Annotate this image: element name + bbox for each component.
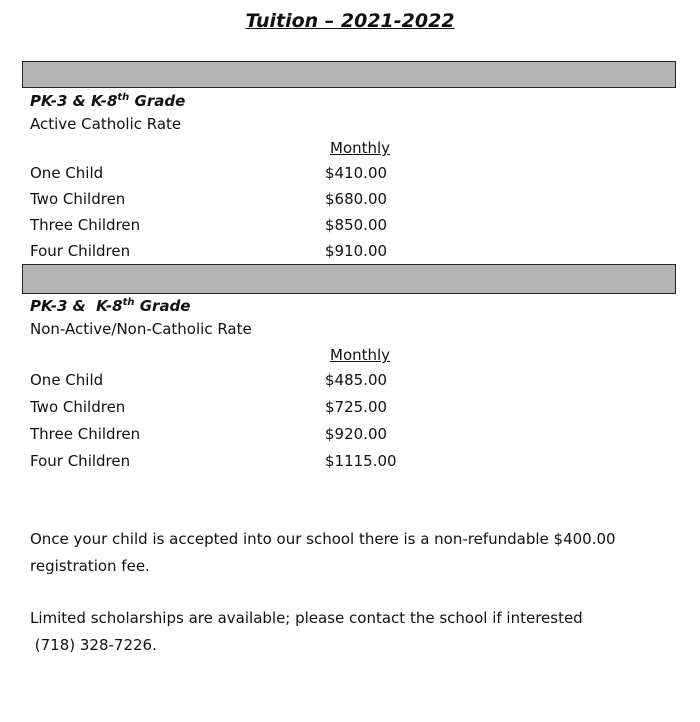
rate-label: Non-Active/Non-Catholic Rate (30, 320, 252, 338)
grade-heading-sup: th (117, 92, 130, 103)
row-label: Two Children (30, 190, 126, 208)
row-label: One Child (30, 371, 104, 389)
section-divider-bar (22, 61, 676, 88)
row-label: One Child (30, 164, 104, 182)
tuition-row (30, 212, 650, 238)
grade-heading-sup: th (122, 297, 135, 308)
grade-heading-suffix: Grade (134, 297, 191, 315)
tuition-row (30, 367, 650, 394)
tuition-row (30, 394, 650, 421)
page-title: Tuition – 2021-2022 (245, 10, 455, 32)
scholarship-phone: (718) 328-7226. (30, 636, 157, 654)
monthly-header: Monthly (330, 346, 391, 364)
tuition-section-active-catholic (30, 90, 650, 264)
tuition-row (30, 448, 650, 475)
tuition-row (30, 186, 650, 212)
grade-heading-suffix: Grade (129, 92, 186, 110)
registration-line-2: registration fee. (30, 557, 150, 575)
grade-heading-text: PK-3 & K-8 (30, 297, 123, 315)
row-amount: $850.00 (325, 216, 388, 234)
rate-label: Active Catholic Rate (30, 115, 182, 133)
section-divider-bar (22, 264, 676, 294)
tuition-row (30, 160, 650, 186)
grade-heading (30, 295, 650, 317)
row-label: Three Children (30, 425, 141, 443)
tuition-row (30, 421, 650, 448)
tuition-row (30, 238, 650, 264)
monthly-header: Monthly (330, 139, 391, 157)
tuition-section-non-catholic (30, 295, 650, 475)
row-amount: $910.00 (325, 242, 388, 260)
row-amount: $485.00 (325, 371, 388, 389)
row-amount: $680.00 (325, 190, 388, 208)
row-label: Four Children (30, 452, 131, 470)
registration-fee-note (30, 526, 670, 580)
row-amount: $725.00 (325, 398, 388, 416)
row-amount: $1115.00 (325, 452, 397, 470)
grade-heading-text: PK-3 & K-8 (30, 92, 118, 110)
scholarship-note (30, 605, 670, 659)
row-label: Three Children (30, 216, 141, 234)
row-amount: $920.00 (325, 425, 388, 443)
grade-heading (30, 90, 650, 112)
row-label: Four Children (30, 242, 131, 260)
row-label: Two Children (30, 398, 126, 416)
row-amount: $410.00 (325, 164, 388, 182)
scholarship-line-1: Limited scholarships are available; please contact the school if interested (30, 609, 583, 627)
registration-line-1: Once your child is accepted into our school there is a non-refundable $400.00 (30, 530, 616, 548)
